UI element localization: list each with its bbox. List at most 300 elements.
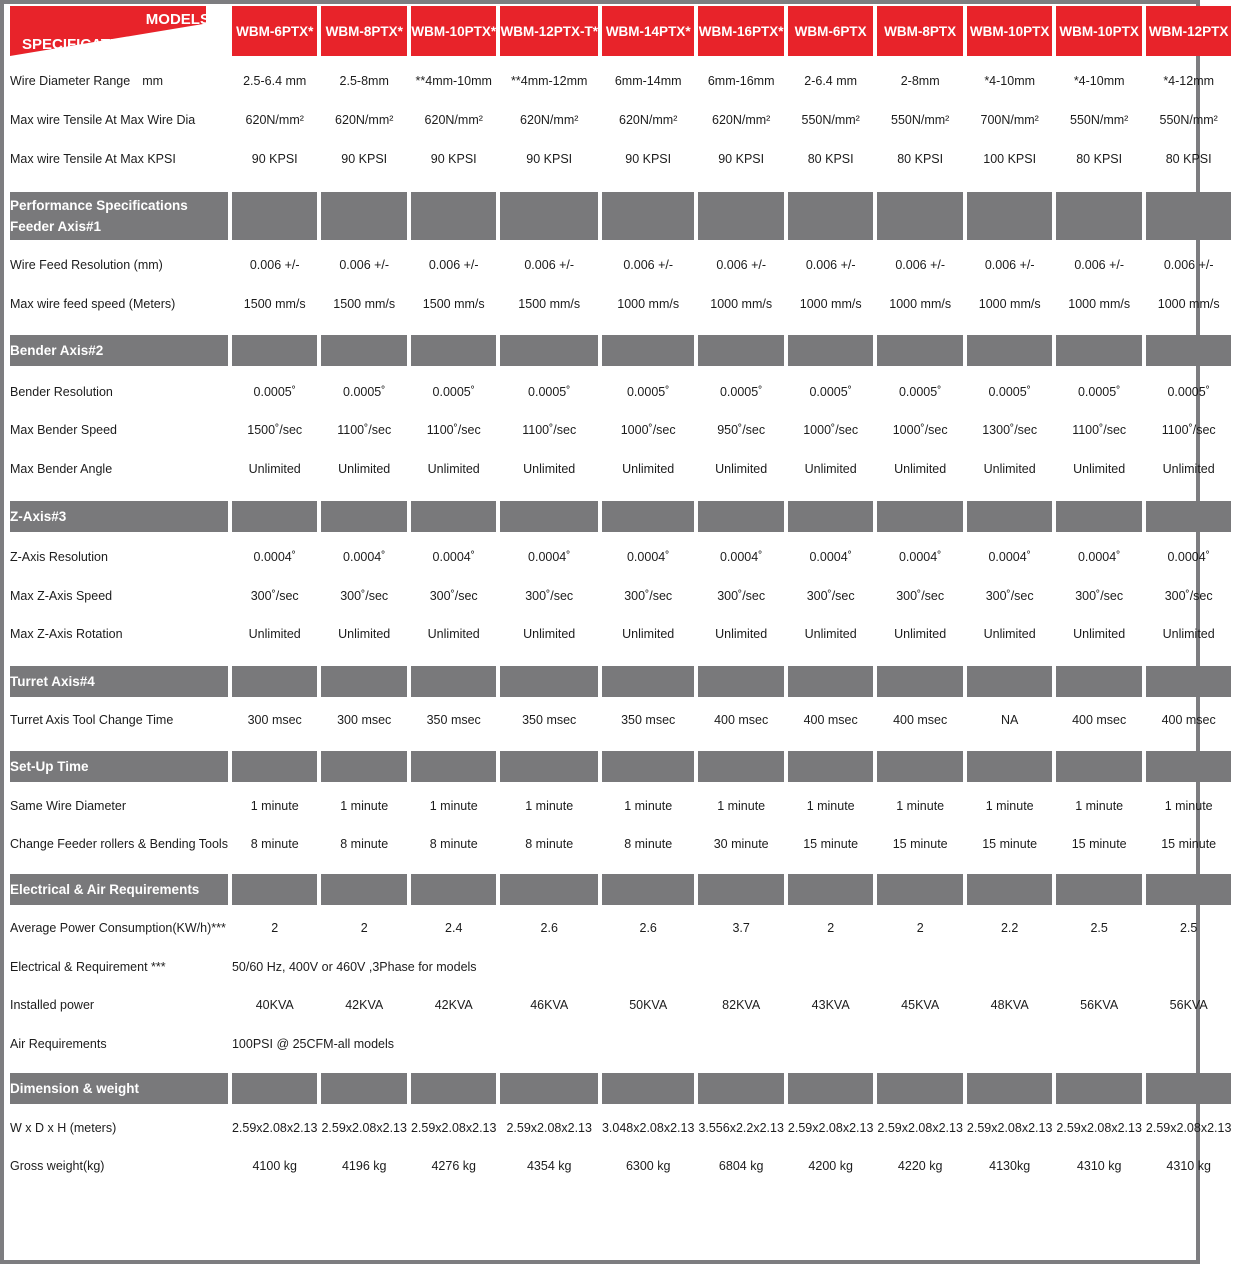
table-cell: 80 KPSI [1076,151,1123,166]
row-label: Same Wire Diameter [10,798,126,813]
table-cell: Unlimited [523,627,576,642]
table-row [10,411,1231,450]
table-cell: 2.5 [1090,920,1108,935]
gap-cell [10,654,228,666]
table-row [10,1147,1231,1186]
section-fill [1146,874,1232,905]
table-cell: 0.006 +/- [623,258,674,273]
table-cell: 0.0004˚ [1077,549,1121,564]
table-cell: 0.0004˚ [626,549,670,564]
gap-cell [967,864,1053,874]
table-cell: 90 KPSI [341,151,388,166]
section-fill [1056,501,1142,532]
table-cell: 6mm-16mm [707,74,775,89]
section-title-line: Performance Specifications [10,198,188,214]
table-row [10,285,1231,324]
section-title [10,666,228,697]
table-cell: 2.59x2.08x2.13 [1145,1120,1232,1135]
section-fill [967,751,1053,782]
gap-cell [698,178,784,192]
table-cell: 300˚/sec [429,588,478,603]
gap-cell [967,489,1053,501]
section-title-line: Bender Axis#2 [10,343,104,359]
section-fill [232,751,318,782]
row-label: Max Z-Axis Speed [10,588,113,603]
section-fill [1056,192,1142,240]
table-row [10,450,1231,489]
gap-cell [1056,864,1142,874]
table-cell: 90 KPSI [430,151,477,166]
model-header: WBM-10PTX [1056,6,1142,56]
section-fill [788,751,874,782]
table-cell: 1 minute [525,798,574,813]
table-cell: 40KVA [255,998,294,1013]
table-cell: Unlimited [338,627,391,642]
corner-header [10,6,228,56]
section-fill [788,335,874,366]
section-title-line: Feeder Axis#1 [10,219,102,235]
table-cell: 46KVA [530,998,569,1013]
model-header: WBM-6PTX [788,6,874,56]
table-cell: 1100˚/sec [1161,423,1216,438]
gap-cell [698,654,784,666]
model-header: WBM-8PTX* [321,6,407,56]
table-cell: 1100˚/sec [522,423,577,438]
gap-cell [788,323,874,335]
table-cell: Unlimited [523,462,576,477]
table-cell: Unlimited [894,462,947,477]
gap-cell [321,178,407,192]
table-cell: 2 [827,920,835,935]
table-cell: 350 msec [522,712,577,727]
section-fill [877,501,963,532]
section-fill [602,335,694,366]
table-cell: 1000˚/sec [620,423,676,438]
table-row [10,62,1231,101]
gap-cell [321,654,407,666]
table-cell: *4-12mm [1163,74,1215,89]
gap-cell [500,1063,598,1073]
section-title [10,501,228,532]
table-cell: 3.556x2.2x2.13 [698,1120,784,1135]
gap-cell [1146,654,1232,666]
gap-cell [967,178,1053,192]
table-cell: 2.2 [1000,920,1019,935]
model-header: WBM-12PTX-T* [500,6,598,56]
section-fill [1146,1073,1232,1104]
section-title-line: Z-Axis#3 [10,508,67,524]
table-cell: 300˚/sec [1075,588,1124,603]
table-cell: 1000˚/sec [892,423,948,438]
section-fill [602,751,694,782]
table-cell: 8 minute [340,837,389,852]
table-cell: 1500 mm/s [243,297,306,312]
table-cell: 8 minute [525,837,574,852]
table-cell: 42KVA [434,998,473,1013]
table-cell: 300˚/sec [624,588,673,603]
model-header: WBM-14PTX* [602,6,694,56]
section-fill [1056,666,1142,697]
section-fill [602,666,694,697]
table-cell: 90 KPSI [718,151,765,166]
table-cell: 2.5-8mm [339,74,389,89]
table-cell: 300˚/sec [1164,588,1213,603]
gap-cell [411,323,497,335]
row-unit: mm [142,74,164,89]
table-cell: 300˚/sec [806,588,855,603]
section-fill [602,1073,694,1104]
table-cell: 15 minute [982,837,1038,852]
table-cell: 2.59x2.08x2.13 [787,1120,874,1135]
table-cell: 8 minute [624,837,673,852]
gap-cell [967,323,1053,335]
section-fill [321,335,407,366]
table-cell: 0.0005˚ [528,384,571,399]
table-cell: 620N/mm² [619,113,678,128]
table-cell: 0.006 +/- [984,258,1035,273]
gap-cell [967,1063,1053,1073]
section-fill [698,874,784,905]
table-row [10,576,1231,615]
table-cell: Unlimited [248,462,301,477]
table-cell: 1 minute [429,798,478,813]
gap-cell [877,323,963,335]
table-cell: 0.0005˚ [1167,384,1210,399]
section-title-line: Turret Axis#4 [10,673,95,689]
section-header [10,192,1231,240]
gap-cell [232,323,318,335]
section-fill [602,501,694,532]
gap-cell [602,489,694,501]
section-fill [788,501,874,532]
gap-cell [788,739,874,751]
gap-cell [788,864,874,874]
gap-cell [788,654,874,666]
table-cell: 300 msec [247,712,302,727]
gap-cell [411,864,497,874]
table-cell: Unlimited [715,627,768,642]
section-fill [411,666,497,697]
table-cell: 48KVA [990,998,1029,1013]
row-label: Air Requirements [10,1037,107,1052]
table-cell: 0.0005˚ [253,384,296,399]
section-fill [232,192,318,240]
section-fill [1146,501,1232,532]
section-fill [698,501,784,532]
gap-cell [500,178,598,192]
table-cell: 1500 mm/s [518,297,581,312]
model-header: WBM-8PTX [877,6,963,56]
section-fill [500,1073,598,1104]
table-cell: 15 minute [892,837,948,852]
gap-cell [1056,739,1142,751]
table-cell: 1500˚/sec [247,423,303,438]
gap-cell [698,739,784,751]
gap-cell [1146,864,1232,874]
table-cell: 1000 mm/s [1157,297,1220,312]
row-label-text: Wire Diameter Range [10,74,131,89]
gap-cell [500,864,598,874]
section-fill [1146,666,1232,697]
table-cell: 0.006 +/- [524,258,575,273]
section-fill [602,874,694,905]
model-header: WBM-6PTX* [232,6,318,56]
table-cell: 90 KPSI [251,151,298,166]
section-fill [232,874,318,905]
section-header [10,874,1231,905]
section-fill [1056,1073,1142,1104]
gap-cell [321,489,407,501]
table-cell: 1 minute [806,798,855,813]
table-cell: 4354 kg [526,1159,572,1174]
gap-cell [411,654,497,666]
table-row [10,139,1231,178]
section-fill [788,874,874,905]
gap-cell [877,489,963,501]
section-fill [232,335,318,366]
gap-cell [10,739,228,751]
table-cell: Unlimited [427,627,480,642]
table-cell: 350 msec [426,712,481,727]
section-fill [232,666,318,697]
table-cell: 3.7 [732,920,750,935]
section-fill [698,751,784,782]
table-cell: 400 msec [893,712,948,727]
section-fill [1056,874,1142,905]
gap-cell [411,1063,497,1073]
table-cell: 1000 mm/s [710,297,773,312]
table-cell: Unlimited [248,627,301,642]
section-fill [602,192,694,240]
row-label: Change Feeder rollers & Bending Tools [10,837,228,852]
section-title-line: Electrical & Air Requirements [10,881,200,897]
table-cell: 1100˚/sec [1072,423,1127,438]
table-cell: 2.6 [540,920,558,935]
table-cell: Unlimited [983,462,1036,477]
gap-row [10,654,1231,666]
table-cell: 700N/mm² [980,113,1039,128]
table-cell: 0.0004˚ [343,549,386,564]
table-cell: 550N/mm² [1159,113,1218,128]
table-cell: 1 minute [717,798,766,813]
gap-row [10,489,1231,501]
section-title [10,874,228,905]
section-fill [500,874,598,905]
gap-cell [602,323,694,335]
section-fill [698,666,784,697]
table-cell: 0.0004˚ [528,549,571,564]
table-row [10,101,1231,140]
table-cell: 300˚/sec [985,588,1034,603]
table-cell: 0.0005˚ [898,384,942,399]
gap-cell [788,1063,874,1073]
row-label: Max wire Tensile At Max Wire Dia [10,113,196,128]
section-fill [1056,335,1142,366]
specifications-label: SPECIFICATIONS [22,36,147,53]
table-cell: 3.048x2.08x2.13 [601,1120,695,1135]
gap-cell [877,654,963,666]
table-cell: 1000 mm/s [617,297,680,312]
gap-cell [10,323,228,335]
gap-cell [877,178,963,192]
section-fill [500,666,598,697]
table-cell: 4200 kg [808,1159,853,1174]
gap-cell [232,654,318,666]
section-fill [500,501,598,532]
section-fill [698,192,784,240]
table-cell: 56KVA [1080,998,1119,1013]
table-cell: 90 KPSI [526,151,573,166]
table-cell: NA [1000,712,1019,727]
section-title [10,192,228,240]
table-cell: 300˚/sec [717,588,766,603]
section-fill [500,335,598,366]
section-fill [788,192,874,240]
gap-cell [10,178,228,192]
table-cell: 350 msec [621,712,676,727]
table-cell: 6300 kg [625,1159,671,1174]
table-cell: 2.59x2.08x2.13 [966,1120,1053,1135]
section-fill [967,1073,1053,1104]
section-fill [411,874,497,905]
gap-cell [877,739,963,751]
table-cell: *4-10mm [984,74,1036,89]
section-fill [1146,192,1232,240]
table-cell: 1000 mm/s [889,297,952,312]
table-cell: 1300˚/sec [982,423,1038,438]
section-header [10,1073,1231,1104]
table-row [10,372,1231,411]
section-fill [1146,751,1232,782]
table-cell: 0.006 +/- [895,258,946,273]
table-cell: 4276 kg [431,1159,476,1174]
table-cell: 30 minute [713,837,769,852]
table-cell: Unlimited [804,627,857,642]
table-cell: Unlimited [622,627,675,642]
gap-cell [602,739,694,751]
gap-cell [500,489,598,501]
section-fill [967,501,1053,532]
table-cell: 0.0005˚ [988,384,1031,399]
section-fill [788,1073,874,1104]
table-row [10,947,1231,986]
table-cell: 400 msec [1072,712,1127,727]
table-cell: **4mm-12mm [511,74,588,89]
table-cell: 1 minute [340,798,389,813]
table-cell: 1100˚/sec [426,423,481,438]
gap-cell [788,178,874,192]
section-fill [967,874,1053,905]
section-title [10,1073,228,1104]
table-cell: 620N/mm² [245,113,304,128]
table-cell: Unlimited [427,462,480,477]
section-fill [1146,335,1232,366]
section-fill [967,666,1053,697]
table-cell: 4220 kg [897,1159,943,1174]
table-cell: 0.006 +/- [716,258,767,273]
table-cell: Unlimited [804,462,857,477]
gap-cell [1056,489,1142,501]
section-fill [500,192,598,240]
table-cell: 400 msec [1161,712,1216,727]
gap-row [10,1063,1231,1073]
section-fill [500,751,598,782]
model-header: WBM-10PTX* [411,6,497,56]
table-cell: 2-6.4 mm [804,74,858,89]
section-fill [411,501,497,532]
gap-cell [232,178,318,192]
row-label: Max Z-Axis Rotation [10,627,123,642]
section-fill [877,666,963,697]
table-cell: 620N/mm² [335,113,394,128]
section-header [10,501,1231,532]
gap-cell [1146,323,1232,335]
gap-cell [602,864,694,874]
section-fill [877,192,963,240]
gap-cell [232,864,318,874]
row-label: Max Bender Speed [10,423,118,438]
table-cell: 2.5-6.4 mm [243,74,307,89]
table-cell: 2.5 [1179,920,1198,935]
gap-cell [1056,1063,1142,1073]
gap-cell [1146,489,1232,501]
row-label [10,62,228,101]
row-label: Turret Axis Tool Change Time [10,712,174,727]
table-cell: 300˚/sec [525,588,574,603]
gap-cell [967,739,1053,751]
section-fill [788,666,874,697]
gap-cell [411,178,497,192]
table-cell: 50KVA [629,998,668,1013]
gap-cell [500,323,598,335]
gap-cell [1056,654,1142,666]
table-cell: 1000 mm/s [1068,297,1131,312]
table-cell: 1 minute [1075,798,1124,813]
table-cell: 1 minute [985,798,1034,813]
table-cell: 300˚/sec [896,588,945,603]
section-title [10,335,228,366]
section-fill [321,192,407,240]
table-cell: 2.59x2.08x2.13 [410,1120,497,1135]
section-fill [232,501,318,532]
table-cell: 0.0005˚ [719,384,763,399]
table-row [10,1025,1231,1064]
table-cell: 6804 kg [718,1159,764,1174]
section-header [10,335,1231,366]
gap-cell [321,739,407,751]
spanning-value: 100PSI @ 25CFM-all models [231,1037,395,1052]
table-cell: 300 msec [337,712,392,727]
table-cell: 0.006 +/- [249,258,300,273]
table-cell: 0.0004˚ [719,549,763,564]
section-fill [967,335,1053,366]
row-label: Bender Resolution [10,384,113,399]
table-cell: 80 KPSI [807,151,854,166]
section-fill [321,1073,407,1104]
model-header: WBM-12PTX [1146,6,1232,56]
table-cell: 620N/mm² [520,113,579,128]
spanning-value: 50/60 Hz, 400V or 460V ,3Phase for models [231,959,477,974]
gap-row [10,178,1231,192]
table-cell: Unlimited [983,627,1036,642]
section-fill [698,1073,784,1104]
section-fill [877,335,963,366]
section-fill [877,1073,963,1104]
table-cell: 300˚/sec [250,588,299,603]
table-cell: 6mm-14mm [614,74,682,89]
table-cell: 8 minute [429,837,478,852]
table-cell: 4310 kg [1166,1159,1211,1174]
